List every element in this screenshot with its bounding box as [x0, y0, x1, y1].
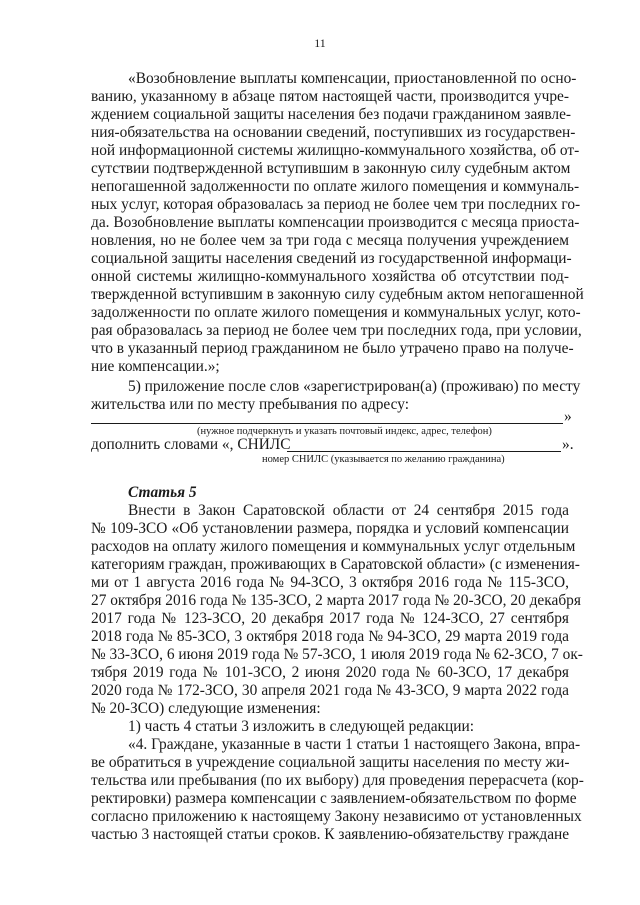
text-line: да. Возобновление выплаты компенсации производится с месяца приоста- — [91, 214, 580, 231]
text-line: 2018 года № 85-ЗСО, 3 октября 2018 года № 94-ЗСО, 29 марта 2019 года — [91, 628, 569, 645]
text-line: согласно приложению к настоящему Закону независимо от установленных — [91, 808, 582, 825]
text-line: 1) часть 4 статьи 3 изложить в следующей редакции: — [128, 718, 475, 735]
text-line: «Возобновление выплаты компенсации, приостановленной по осно- — [128, 70, 577, 87]
text-line: 2020 года № 172-ЗСО, 30 апреля 2021 года № 43-ЗСО, 9 марта 2022 года — [91, 682, 569, 699]
text-line: онной системы жилищно-коммунального хозяйства об отсутствии под- — [91, 268, 569, 285]
text-line: ной информационной системы жилищно-коммунального хозяйства, об от- — [91, 142, 580, 159]
article-heading: Статья 5 — [128, 484, 197, 501]
text-line: Внести в Закон Саратовской области от 24 сентября 2015 года — [128, 502, 569, 519]
snils-supplement-text: дополнить словами «, СНИЛС — [91, 436, 291, 453]
text-line: тября 2019 года № 101-ЗСО, 2 июня 2020 года № 60-ЗСО, 17 декабря — [91, 664, 569, 681]
text-line: твержденной вступившим в законную силу судебным актом непогашенной — [91, 286, 584, 303]
text-line: непогашенной задолженности по оплате жилого помещения и коммуналь- — [91, 178, 580, 195]
text-line: рая образовалась за период не более чем три последних года, при условии, — [91, 322, 582, 339]
text-line: что в указанный период гражданином не было утрачено право на получе- — [91, 340, 574, 357]
text-line: категориям граждан, проживающих в Саратовской области» (с изменения- — [91, 556, 580, 573]
page-number: 11 — [314, 36, 326, 50]
text-line: ректировки) размера компенсации с заявлением-обязательством по форме — [91, 790, 577, 807]
text-line: 5) приложение после слов «зарегистрирован(а) (проживаю) по месту — [128, 378, 581, 395]
text-line: частью 3 настоящей статьи сроков. К заявлению-обязательству граждане — [91, 826, 570, 843]
snils-closing: ». — [562, 436, 574, 453]
text-line: «4. Граждане, указанные в части 1 статьи 1 настоящего Закона, впра- — [128, 736, 581, 753]
text-line: ния-обязательства на основании сведений, поступивших из государствен- — [91, 124, 576, 141]
snils-caption: номер СНИЛС (указывается по желанию гражданина) — [262, 454, 505, 465]
text-line: социальной защиты населения сведений из государственной информаци- — [91, 250, 572, 267]
text-line: ных услуг, которая образовалась за период не более чем три последних го- — [91, 196, 581, 213]
text-line: тельства или пребывания (по их выбору) для проведения перерасчета (кор- — [91, 772, 584, 789]
snils-blank-line — [287, 451, 561, 452]
text-line: ванию, указанному в абзаце пятом настоящей части, производится учре- — [91, 88, 569, 105]
text-line: 2017 года № 123-ЗСО, 20 декабря 2017 года № 124-ЗСО, 27 сентября — [91, 610, 569, 627]
text-line: № 33-ЗСО, 6 июня 2019 года № 57-ЗСО, 1 июля 2019 года № 62-ЗСО, 7 ок- — [91, 646, 583, 663]
text-line: № 109-ЗСО «Об установлении размера, порядка и условий компенсации — [91, 520, 569, 537]
text-line: 27 октября 2016 года № 135-ЗСО, 2 марта 2017 года № 20-ЗСО, 20 декабря — [91, 592, 581, 609]
text-line: сутствии подтвержденной вступившим в законную силу судебным актом — [91, 160, 571, 177]
text-line: ние компенсации.»; — [91, 358, 220, 375]
closing-quote: » — [564, 408, 572, 425]
address-blank-line — [91, 423, 563, 424]
text-line: ждением социальной защиты населения без подачи гражданином заявле- — [91, 106, 572, 123]
text-line: расходов на оплату жилого помещения и коммунальных услуг отдельным — [91, 538, 576, 555]
address-caption: (нужное подчеркнуть и указать почтовый индекс, адрес, телефон) — [197, 426, 492, 437]
text-line: жительства или по месту пребывания по адресу: — [91, 396, 410, 413]
text-line: ве обратиться в учреждение социальной защиты населения по месту жи- — [91, 754, 570, 771]
text-line: ми от 1 августа 2016 года № 94-ЗСО, 3 октября 2016 года № 115-ЗСО, — [91, 574, 569, 591]
text-line: № 20-ЗСО) следующие изменения: — [91, 700, 321, 717]
text-line: новления, но не более чем за три года с месяца получения учреждением — [91, 232, 569, 249]
text-line: задолженности по оплате жилого помещения и коммунальных услуг, кото- — [91, 304, 581, 321]
